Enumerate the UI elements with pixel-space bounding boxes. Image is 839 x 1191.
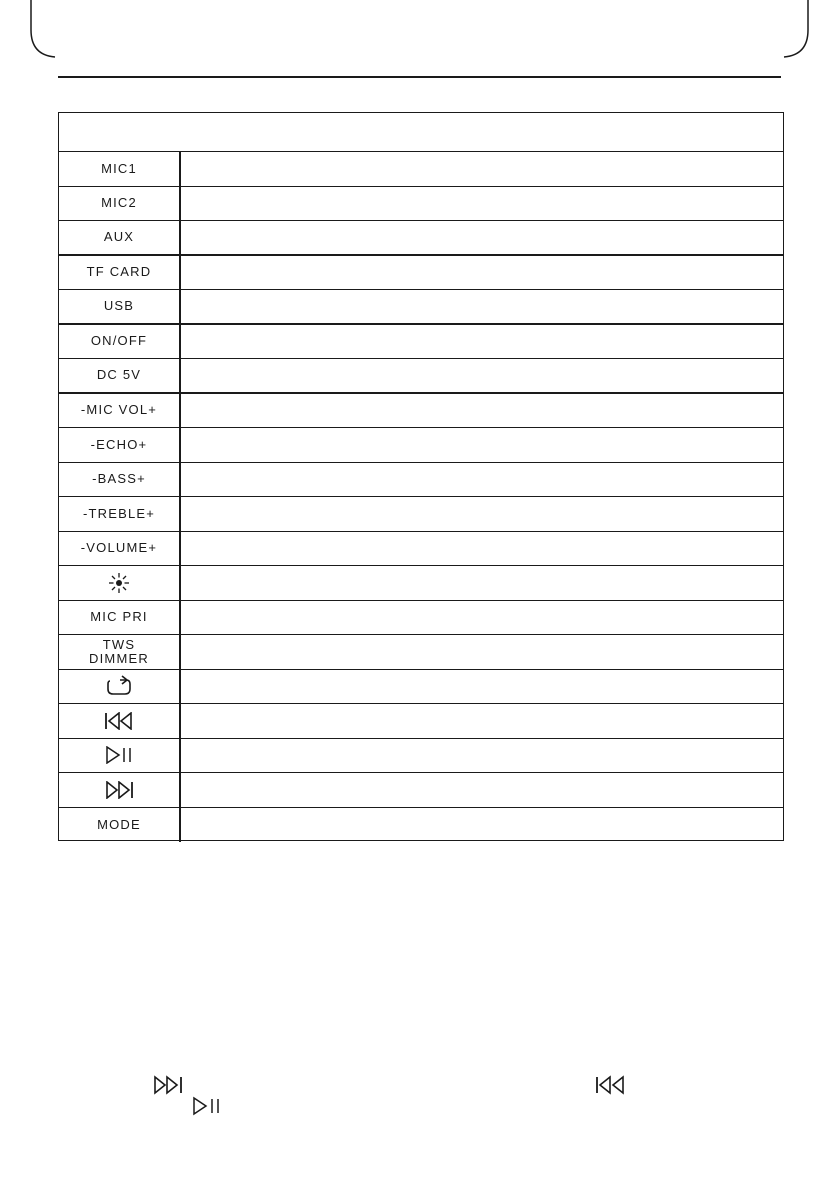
row-description — [181, 152, 783, 186]
table-header — [59, 113, 783, 152]
table-row — [59, 532, 783, 567]
row-label-usb: USB — [59, 290, 181, 323]
table-row — [59, 463, 783, 498]
row-description — [181, 497, 783, 531]
crop-mark-left — [30, 0, 56, 58]
table-row — [59, 601, 783, 636]
row-description — [181, 670, 783, 704]
previous-icon — [59, 704, 181, 738]
repeat-icon — [59, 670, 181, 704]
row-description — [181, 739, 783, 773]
row-description — [181, 601, 783, 635]
row-description — [181, 773, 783, 807]
row-label-mic-vol: -MIC VOL+ — [59, 394, 181, 428]
row-label-bass: -BASS+ — [59, 463, 181, 497]
next-icon — [59, 773, 181, 807]
table-row — [59, 497, 783, 532]
play-pause-icon — [192, 1096, 222, 1121]
row-description — [181, 635, 783, 669]
row-label-mic1: MIC1 — [59, 152, 181, 186]
table-row — [59, 152, 783, 187]
row-description — [181, 359, 783, 392]
row-description — [181, 290, 783, 323]
control-panel-table — [58, 112, 784, 841]
table-row — [59, 773, 783, 808]
row-description — [181, 566, 783, 600]
table-row — [59, 256, 783, 291]
previous-icon — [595, 1075, 627, 1100]
row-description — [181, 532, 783, 566]
row-label-mode: MODE — [59, 808, 181, 843]
row-label-tws: TWS — [102, 636, 136, 652]
row-label-mic-pri: MIC PRI — [59, 601, 181, 635]
row-description — [181, 394, 783, 428]
row-label-tws-dimmer — [59, 635, 181, 669]
table-row — [59, 566, 783, 601]
table-row — [59, 739, 783, 774]
row-label-dimmer: DIMMER — [89, 650, 149, 666]
table-row — [59, 359, 783, 394]
row-description — [181, 428, 783, 462]
row-description — [181, 325, 783, 359]
next-icon — [152, 1075, 184, 1100]
row-label-dc-5v: DC 5V — [59, 359, 181, 392]
table-row — [59, 428, 783, 463]
row-description — [181, 221, 783, 254]
row-description — [181, 187, 783, 221]
row-label-volume: -VOLUME+ — [59, 532, 181, 566]
row-description — [181, 256, 783, 290]
play-pause-icon — [59, 739, 181, 773]
row-description — [181, 704, 783, 738]
row-label-echo: -ECHO+ — [59, 428, 181, 462]
row-label-treble: -TREBLE+ — [59, 497, 181, 531]
table-row — [59, 670, 783, 705]
row-label-aux: AUX — [59, 221, 181, 254]
crop-mark-right — [783, 0, 809, 58]
table-row — [59, 704, 783, 739]
row-label-on-off: ON/OFF — [59, 325, 181, 359]
row-description — [181, 808, 783, 843]
row-description — [181, 463, 783, 497]
light-icon — [59, 566, 181, 600]
table-row — [59, 808, 783, 843]
table-row — [59, 325, 783, 360]
table-row — [59, 187, 783, 222]
table-row — [59, 221, 783, 256]
table-row — [59, 290, 783, 325]
header-rule — [58, 76, 781, 78]
row-label-tf-card: TF CARD — [59, 256, 181, 290]
table-row — [59, 394, 783, 429]
table-row — [59, 635, 783, 670]
row-label-mic2: MIC2 — [59, 187, 181, 221]
